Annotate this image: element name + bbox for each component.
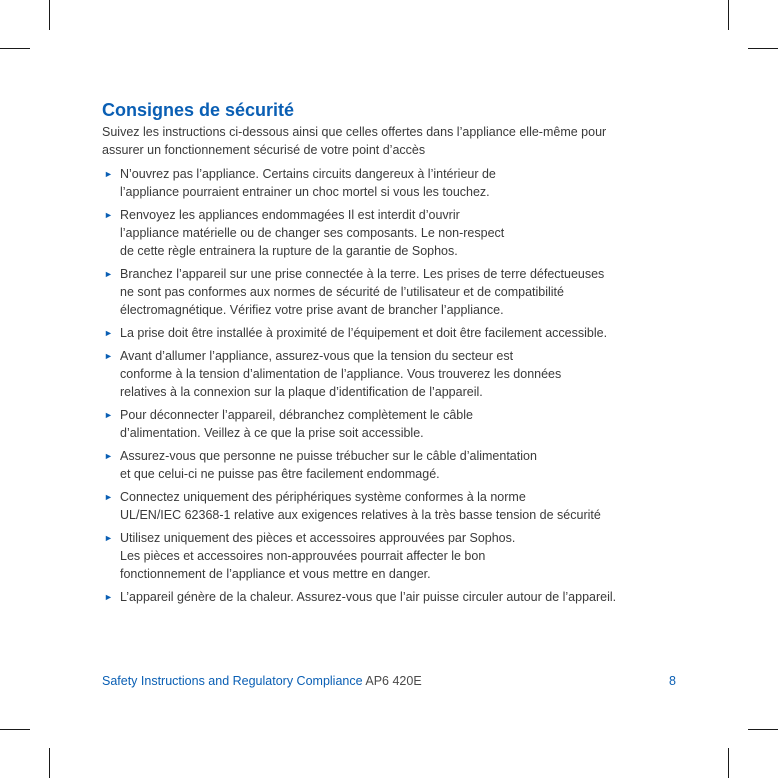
list-item <box>102 165 682 201</box>
bullet-icon: ► <box>104 169 113 179</box>
page-content <box>102 99 682 611</box>
crop-mark-top-right-horizontal <box>748 48 778 49</box>
crop-mark-top-right-vertical <box>728 0 729 30</box>
safety-instructions-list <box>102 165 682 606</box>
list-item-text: La prise doit être installée à proximité de l’équipement et doit être facilement accessible. <box>120 326 608 340</box>
list-item-text: Avant d’allumer l’appliance, assurez-vous que la tension du secteur est conforme à la tension d’alimentation de l’appliance. Vous trouverez les données relatives à la connexion sur la plaque d’identification de l’appareil. <box>120 349 562 399</box>
bullet-icon: ► <box>104 351 113 361</box>
list-item <box>102 447 682 483</box>
crop-mark-bottom-left-horizontal <box>0 729 30 730</box>
crop-mark-bottom-right-vertical <box>728 748 729 778</box>
list-item <box>102 265 682 319</box>
list-item <box>102 406 682 442</box>
bullet-icon: ► <box>104 592 113 602</box>
crop-mark-bottom-right-horizontal <box>748 729 778 730</box>
page-footer <box>102 672 676 690</box>
footer-document-title: Safety Instructions and Regulatory Compliance <box>102 674 363 688</box>
bullet-icon: ► <box>104 492 113 502</box>
list-item <box>102 588 682 606</box>
list-item-text: Pour déconnecter l’appareil, débranchez complètement le câble d’alimentation. Veillez à ce que la prise soit accessible. <box>120 408 473 440</box>
bullet-icon: ► <box>104 328 113 338</box>
list-item-text: N’ouvrez pas l’appliance. Certains circuits dangereux à l’intérieur de l’appliance pourraient entrainer un choc mortel si vous les touchez. <box>120 167 496 199</box>
list-item <box>102 347 682 401</box>
bullet-icon: ► <box>104 533 113 543</box>
footer-model: AP6 420E <box>365 674 422 688</box>
bullet-icon: ► <box>104 269 113 279</box>
crop-mark-bottom-left-vertical <box>49 748 50 778</box>
list-item-text: Renvoyez les appliances endommagées Il est interdit d’ouvrir l’appliance matérielle ou de changer ses composants. Le non-respect de cette règle entrainera la rupture de la garantie de Sophos. <box>120 208 505 258</box>
intro-paragraph: Suivez les instructions ci-dessous ainsi que celles offertes dans l’appliance elle-même pour assurer un fonctionnement sécurisé de votre point d’accès <box>102 125 607 157</box>
list-item-text: Connectez uniquement des périphériques système conformes à la norme UL/EN/IEC 62368-1 relative aux exigences relatives à la très basse tension de sécurité <box>120 490 601 522</box>
list-item-text: Assurez-vous que personne ne puisse trébucher sur le câble d’alimentation et que celui-ci ne puisse pas être facilement endommagé. <box>120 449 537 481</box>
list-item <box>102 206 682 260</box>
page-number: 8 <box>669 674 676 688</box>
list-item-text: L’appareil génère de la chaleur. Assurez-vous que l’air puisse circuler autour de l’appareil. <box>120 590 617 604</box>
bullet-icon: ► <box>104 451 113 461</box>
bullet-icon: ► <box>104 210 113 220</box>
crop-mark-top-left-horizontal <box>0 48 30 49</box>
list-item-text: Branchez l’appareil sur une prise connectée à la terre. Les prises de terre défectueuses ne sont pas conformes aux normes de sécurité de l’utilisateur et de compatibilité électromagnétique. Vérifiez votre prise avant de brancher l’appliance. <box>120 267 605 317</box>
list-item-text: Utilisez uniquement des pièces et accessoires approuvées par Sophos. Les pièces et accessoires non-approuvées pourrait affecter le bon fonctionnement de l’appliance et vous mettre en danger. <box>120 531 516 581</box>
crop-mark-top-left-vertical <box>49 0 50 30</box>
list-item <box>102 529 682 583</box>
bullet-icon: ► <box>104 410 113 420</box>
list-item <box>102 324 682 342</box>
page-title: Consignes de sécurité <box>102 100 295 120</box>
list-item <box>102 488 682 524</box>
